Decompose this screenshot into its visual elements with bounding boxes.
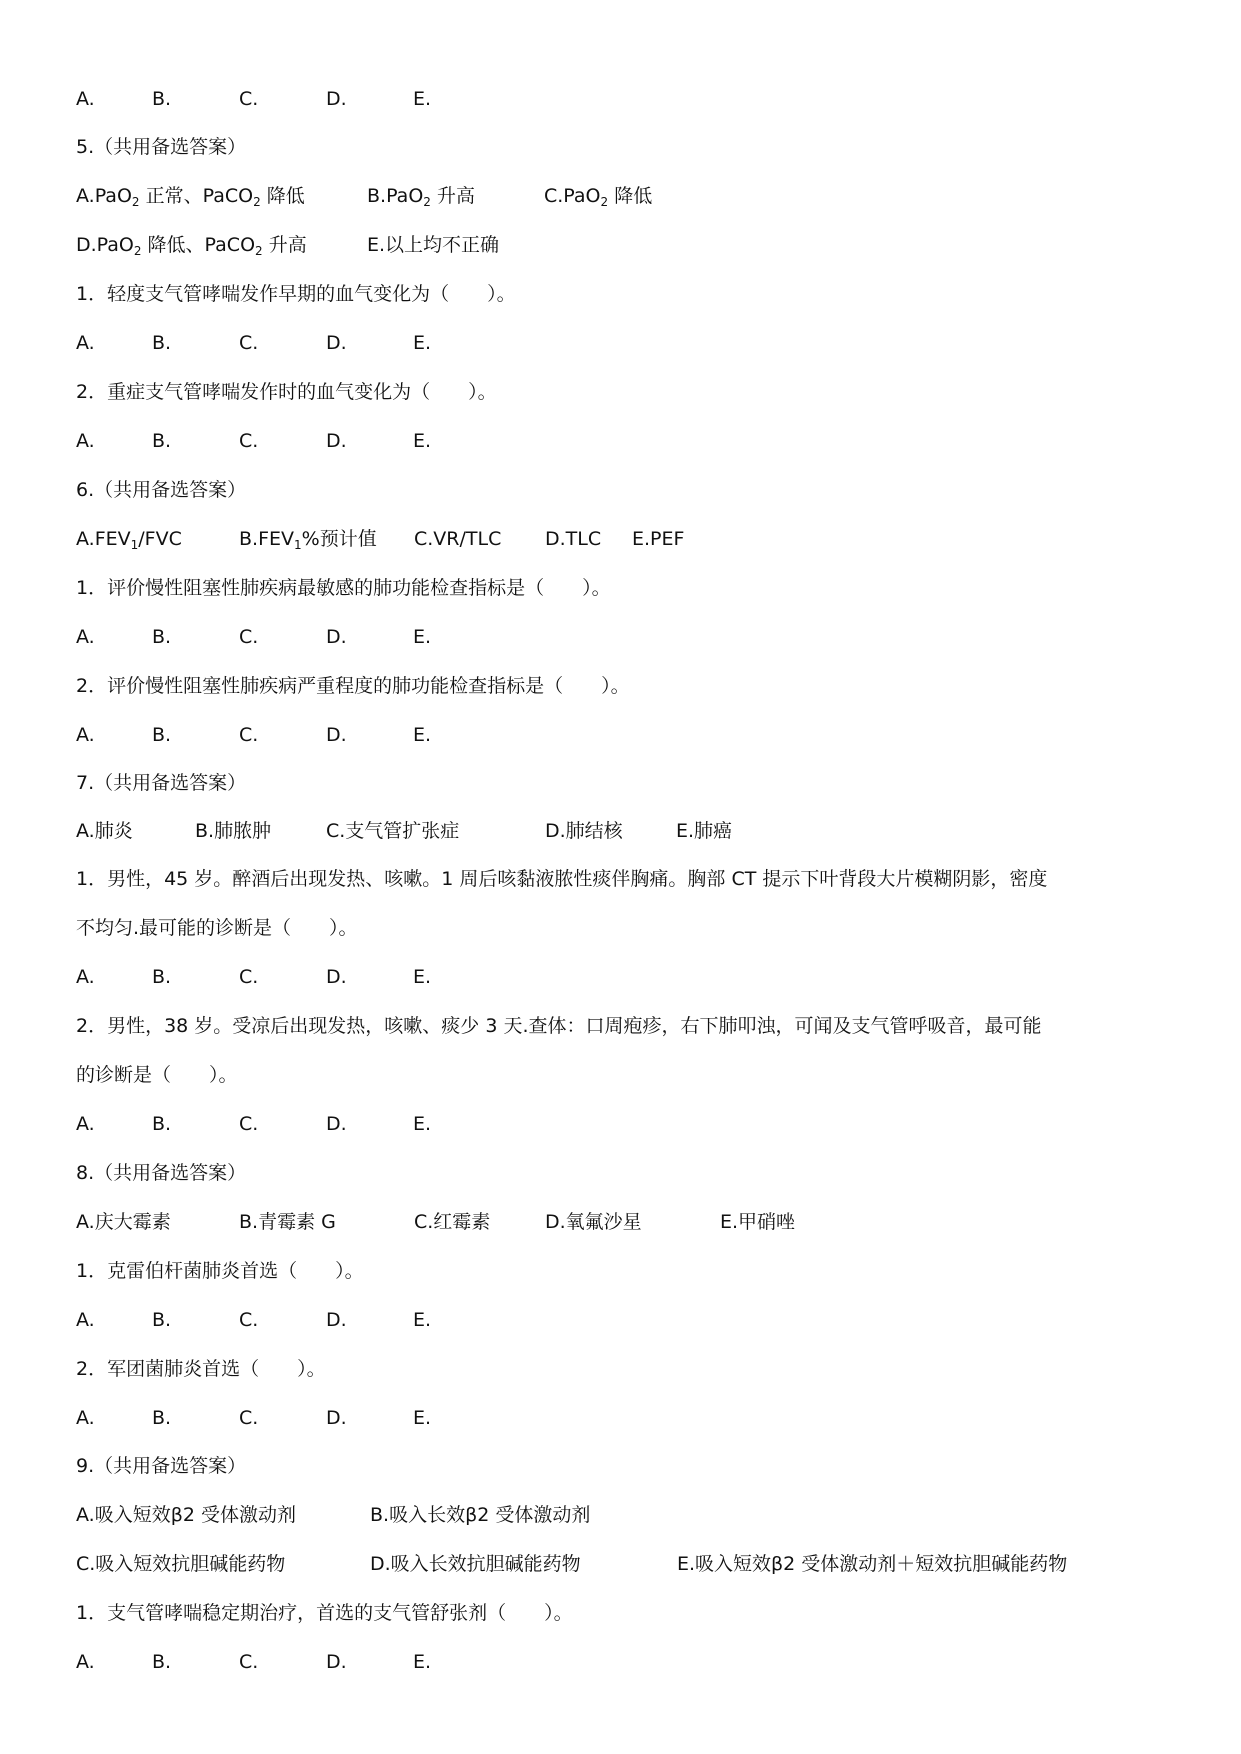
question-text: 1．克雷伯杆菌肺炎首选（ ）。 [76, 1260, 364, 1282]
answer-option: C.吸入短效抗胆碱能药物 [76, 1553, 286, 1575]
answer-option: B.青霉素 G [239, 1211, 336, 1233]
answer-letter: E. [413, 1407, 432, 1429]
group-header: 5.（共用备选答案） [76, 136, 247, 158]
answer-option: $B.FEV_1\%$预计值 [239, 528, 377, 552]
question-text: 1．支气管哮喘稳定期治疗，首选的支气管舒张剂（ ）。 [76, 1602, 573, 1624]
answer-option: E.肺癌 [676, 820, 733, 842]
answer-option: D.TLC [545, 528, 602, 550]
answer-option: C.红霉素 [414, 1211, 491, 1233]
question-text: 1．评价慢性阻塞性肺疾病最敏感的肺功能检查指标是（ ）。 [76, 577, 611, 599]
answer-option: E.以上均不正确 [367, 234, 500, 256]
answer-letter: A. [76, 1407, 95, 1429]
answer-option: E.吸入短效β2 受体激动剂＋短效抗胆碱能药物 [677, 1553, 1068, 1575]
group-header: 8.（共用备选答案） [76, 1162, 247, 1184]
answer-letter: D. [326, 430, 347, 452]
answer-letter: E. [413, 966, 432, 988]
answer-letter: B. [152, 1309, 172, 1331]
answer-option: E.甲硝唑 [720, 1211, 796, 1233]
answer-option: $A.FEV_1$/FVC [76, 528, 182, 552]
answer-letter: D. [326, 626, 347, 648]
answer-letter: C. [239, 88, 259, 110]
question-text: 1．轻度支气管哮喘发作早期的血气变化为（ ）。 [76, 283, 516, 305]
answer-letter: D. [326, 1651, 347, 1673]
group-header: 6.（共用备选答案） [76, 479, 247, 501]
answer-letter: C. [239, 1407, 259, 1429]
answer-option: B.肺脓肿 [195, 820, 272, 842]
answer-option: D.吸入长效抗胆碱能药物 [370, 1553, 581, 1575]
answer-letter: E. [413, 1113, 432, 1135]
answer-letter: E. [413, 430, 432, 452]
answer-letter: B. [152, 1113, 172, 1135]
answer-letter: A. [76, 88, 95, 110]
answer-letter: A. [76, 724, 95, 746]
answer-letter: D. [326, 724, 347, 746]
answer-option: D.PaO$_2$ 降低、PaCO$_2$ 升高 [76, 234, 307, 258]
answer-letter: C. [239, 1651, 259, 1673]
question-text: 不均匀.最可能的诊断是（ ）。 [76, 917, 358, 939]
group-header: 7.（共用备选答案） [76, 772, 247, 794]
question-text: 的诊断是（ ）。 [76, 1064, 238, 1086]
answer-letter: B. [152, 724, 172, 746]
answer-option: C.PaO$_2$ 降低 [544, 185, 653, 209]
answer-letter: C. [239, 626, 259, 648]
answer-letter: C. [239, 332, 259, 354]
answer-option: C.VR/TLC [414, 528, 502, 550]
answer-option: E.PEF [632, 528, 685, 550]
answer-option: C.支气管扩张症 [326, 820, 460, 842]
answer-option: A.PaO$_2$ 正常、PaCO$_2$ 降低 [76, 185, 305, 209]
answer-letter: B. [152, 332, 172, 354]
answer-letter: A. [76, 626, 95, 648]
answer-letter: B. [152, 1651, 172, 1673]
answer-letter: C. [239, 1309, 259, 1331]
answer-letter: A. [76, 1113, 95, 1135]
question-text: 1．男性，45 岁。醉酒后出现发热、咳嗽。1 周后咳黏液脓性痰伴胸痛。胸部 CT 提示下叶背段大片模糊阴影，密度 [76, 868, 1048, 890]
answer-letter: E. [413, 724, 432, 746]
answer-letter: D. [326, 1407, 347, 1429]
answer-letter: E. [413, 1651, 432, 1673]
answer-option: B.吸入长效β2 受体激动剂 [370, 1504, 591, 1526]
answer-letter: D. [326, 88, 347, 110]
answer-letter: C. [239, 724, 259, 746]
answer-letter: C. [239, 966, 259, 988]
answer-letter: B. [152, 1407, 172, 1429]
answer-letter: E. [413, 626, 432, 648]
answer-letter: C. [239, 430, 259, 452]
answer-letter: B. [152, 966, 172, 988]
answer-option: B.PaO$_2$ 升高 [367, 185, 475, 209]
answer-letter: D. [326, 1309, 347, 1331]
answer-option: D.肺结核 [545, 820, 623, 842]
question-text: 2．军团菌肺炎首选（ ）。 [76, 1358, 326, 1380]
group-header: 9.（共用备选答案） [76, 1455, 247, 1477]
answer-letter: E. [413, 332, 432, 354]
answer-letter: B. [152, 430, 172, 452]
answer-letter: C. [239, 1113, 259, 1135]
answer-letter: B. [152, 626, 172, 648]
answer-letter: A. [76, 966, 95, 988]
answer-option: A.吸入短效β2 受体激动剂 [76, 1504, 296, 1526]
answer-letter: A. [76, 1309, 95, 1331]
question-text: 2．男性，38 岁。受凉后出现发热，咳嗽、痰少 3 天.查体：口周疱疹，右下肺叩浊，可闻及支气管呼吸音，最可能 [76, 1015, 1042, 1037]
answer-letter: D. [326, 1113, 347, 1135]
answer-letter: B. [152, 88, 172, 110]
answer-option: D.氧氟沙星 [545, 1211, 642, 1233]
answer-option: A.庆大霉素 [76, 1211, 171, 1233]
answer-letter: D. [326, 966, 347, 988]
answer-letter: D. [326, 332, 347, 354]
answer-letter: E. [413, 1309, 432, 1331]
answer-letter: E. [413, 88, 432, 110]
answer-letter: A. [76, 1651, 95, 1673]
question-text: 2．重症支气管哮喘发作时的血气变化为（ ）。 [76, 381, 497, 403]
answer-letter: A. [76, 430, 95, 452]
answer-letter: A. [76, 332, 95, 354]
question-text: 2．评价慢性阻塞性肺疾病严重程度的肺功能检查指标是（ ）。 [76, 675, 630, 697]
answer-option: A.肺炎 [76, 820, 133, 842]
